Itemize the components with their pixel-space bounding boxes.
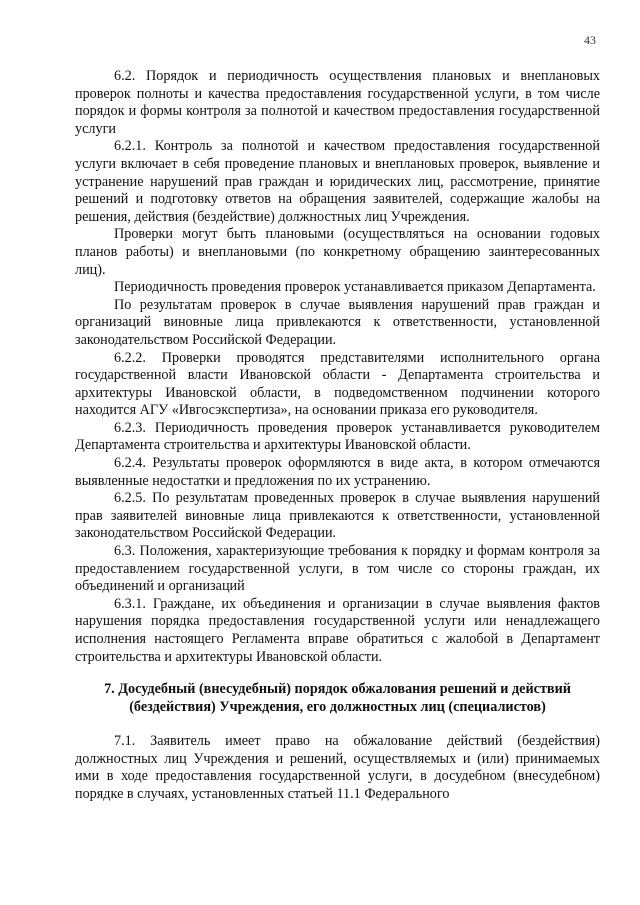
paragraph-7-1: 7.1. Заявитель имеет право на обжалование действий (бездействия) должностных лиц Учреждения и решений, осуществляемых и (или) принимаемых ими в ходе предоставления государственной услуги, в досудебном (внесудебном) порядке в случаях, установленных статьей 11.1 Федерального (75, 733, 600, 802)
paragraph-inspection-results: По результатам проверок в случае выявления нарушений прав граждан и организаций виновные лица привлекаются к ответственности, установленной законодательством Российской Федерации. (75, 296, 600, 348)
section-heading: 7. Досудебный (внесудебный) порядок обжалования решений и действий (бездействия) Учреждения, его должностных лиц (специалистов) (104, 681, 571, 716)
paragraph-6-2-4: 6.2.4. Результаты проверок оформляются в виде акта, в котором отмечаются выявленные недостатки и предложения по их устранению. (75, 455, 600, 489)
paragraph-inspection-types: Проверки могут быть плановыми (осуществляться на основании годовых планов работы) и внеплановыми (по конкретному обращению заинтересованных лиц). (75, 226, 600, 278)
paragraph-6-2-3: 6.2.3. Периодичность проведения проверок устанавливается руководителем Департамента строительства и архитектуры Ивановской области. (75, 419, 600, 454)
document-body (75, 68, 600, 804)
paragraph-inspection-frequency: Периодичность проведения проверок устанавливается приказом Департамента. (114, 279, 596, 296)
paragraph-6-3: 6.3. Положения, характеризующие требования к порядку и формам контроля за предоставлением государственной услуги, в том числе со стороны граждан, их объединений и организаций (75, 543, 600, 595)
paragraph-6-2-5: 6.2.5. По результатам проведенных проверок в случае выявления нарушений прав заявителей виновные лица привлекаются к ответственности, установленной законодательством Российской Федерации. (75, 490, 600, 542)
paragraph-6-2-2: 6.2.2. Проверки проводятся представителями исполнительного органа государственной власти Ивановской области - Департамента строительства и архитектуры Ивановской области, в подведомственном подчинении которого находится АГУ «Ивгосэкспертиза», на основании приказа его руководителя. (75, 349, 600, 419)
paragraph-6-2: 6.2. Порядок и периодичность осуществления плановых и внеплановых проверок полноты и качества предоставления государственной услуги, в том числе порядок и формы контроля за полнотой и качеством предоставления государственной услуги (75, 68, 600, 137)
paragraph-6-3-1: 6.3.1. Граждане, их объединения и организации в случае выявления фактов нарушения порядка предоставления государственной услуги или ненадлежащего исполнения настоящего Регламента вправе обратиться с жалобой в Департамент строительства и архитектуры Ивановской области. (75, 595, 600, 665)
paragraph-6-2-1: 6.2.1. Контроль за полнотой и качеством предоставления государственной услуги включает в себя проведение плановых и внеплановых проверок, выявление и устранение нарушений прав граждан и юридических лиц, рассмотрение, принятие решений и подготовку ответов на обращения заявителей, содержащие жалобы на решения, действия (бездействие) должностных лиц Учреждения. (75, 138, 600, 225)
page-number: 43 (584, 33, 596, 47)
